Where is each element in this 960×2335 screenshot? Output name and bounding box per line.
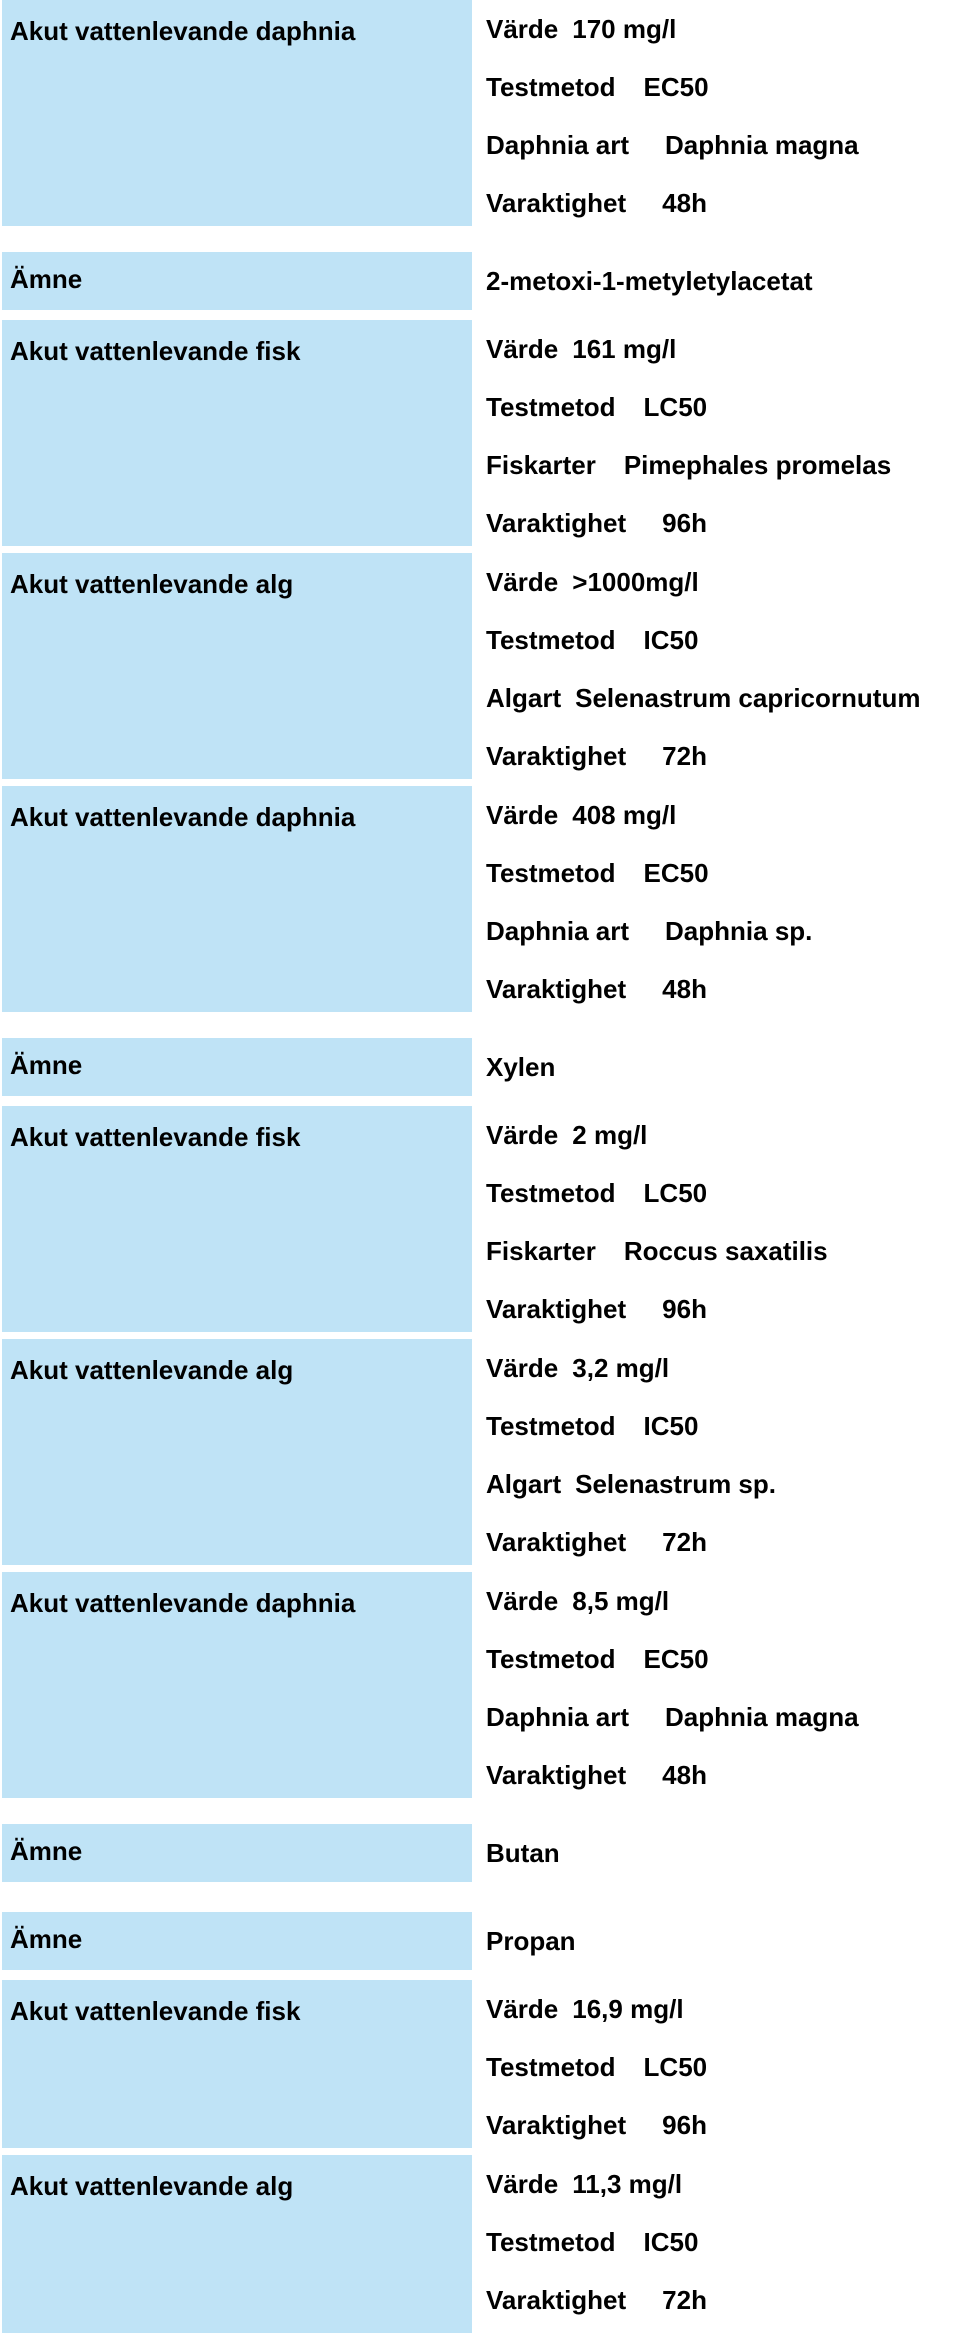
row-label: [2, 0, 472, 226]
amne-value: Butan: [486, 1838, 560, 1868]
val-testmetod: IC50: [643, 1411, 699, 1441]
key-testmetod: Testmetod: [486, 858, 616, 888]
row-amne-4: [2, 1912, 958, 1970]
val-art: Daphnia magna: [665, 130, 859, 160]
key-art: Daphnia art: [486, 1702, 630, 1732]
label-text: Akut vattenlevande daphnia: [10, 1588, 356, 1618]
label-text: Ämne: [10, 1924, 83, 1954]
key-varaktighet: Varaktighet: [486, 188, 627, 218]
val-varaktighet: 72h: [662, 2285, 707, 2315]
row-alg-2: [2, 1339, 958, 1565]
val-varaktighet: 96h: [662, 2110, 707, 2140]
val-varde: 170 mg/l: [572, 14, 677, 44]
key-varde: Värde: [486, 14, 559, 44]
val-varaktighet: 48h: [662, 1760, 707, 1790]
key-testmetod: Testmetod: [486, 2227, 616, 2257]
key-varde: Värde: [486, 567, 559, 597]
key-algart: Algart: [486, 1469, 562, 1499]
label-text: Akut vattenlevande fisk: [10, 1122, 301, 1152]
row-label: [2, 1980, 472, 2148]
val-varaktighet: 96h: [662, 508, 707, 538]
key-testmetod: Testmetod: [486, 1411, 616, 1441]
row-daphnia-2: [2, 786, 958, 1012]
label-text: Ämne: [10, 264, 83, 294]
label-text: Akut vattenlevande alg: [10, 569, 294, 599]
val-testmetod: LC50: [643, 2052, 708, 2082]
key-varde: Värde: [486, 1586, 559, 1616]
row-values: [486, 1980, 958, 2148]
key-varde: Värde: [486, 800, 559, 830]
val-testmetod: IC50: [643, 2227, 699, 2257]
val-varde: 408 mg/l: [572, 800, 677, 830]
label-text: Akut vattenlevande alg: [10, 1355, 294, 1385]
row-values: [486, 2155, 958, 2333]
row-fisk-3: [2, 1980, 958, 2148]
key-art: Daphnia art: [486, 130, 630, 160]
val-varaktighet: 48h: [662, 188, 707, 218]
val-varde: 16,9 mg/l: [572, 1994, 684, 2024]
key-testmetod: Testmetod: [486, 1178, 616, 1208]
label-text: Akut vattenlevande fisk: [10, 336, 301, 366]
key-varaktighet: Varaktighet: [486, 508, 627, 538]
key-testmetod: Testmetod: [486, 392, 616, 422]
row-alg-3: [2, 2155, 958, 2333]
amne-value: Xylen: [486, 1052, 556, 1082]
val-art: Daphnia sp.: [665, 916, 813, 946]
row-values: [486, 1572, 958, 1798]
val-varaktighet: 48h: [662, 974, 707, 1004]
row-daphnia-3: [2, 1572, 958, 1798]
val-testmetod: LC50: [643, 392, 708, 422]
key-testmetod: Testmetod: [486, 2052, 616, 2082]
row-label: [2, 553, 472, 779]
label-text: Akut vattenlevande daphnia: [10, 802, 356, 832]
row-values: [486, 786, 958, 1012]
key-varde: Värde: [486, 1353, 559, 1383]
row-amne-2: [2, 1038, 958, 1096]
key-varaktighet: Varaktighet: [486, 974, 627, 1004]
key-art: Daphnia art: [486, 916, 630, 946]
row-values: [486, 553, 958, 779]
row-fisk-1: [2, 320, 958, 546]
key-testmetod: Testmetod: [486, 72, 616, 102]
row-label: [2, 1912, 472, 1970]
val-varde: 8,5 mg/l: [572, 1586, 670, 1616]
key-fiskarter: Fiskarter: [486, 450, 596, 480]
row-values: [486, 1106, 958, 1332]
label-text: Akut vattenlevande alg: [10, 2171, 294, 2201]
row-label: [2, 252, 472, 310]
label-text: Akut vattenlevande daphnia: [10, 16, 356, 46]
val-varde: 3,2 mg/l: [572, 1353, 670, 1383]
val-varde: 2 mg/l: [572, 1120, 648, 1150]
key-varde: Värde: [486, 334, 559, 364]
val-fiskarter: Roccus saxatilis: [623, 1236, 828, 1266]
label-text: Ämne: [10, 1050, 83, 1080]
row-amne-1: [2, 252, 958, 310]
key-varaktighet: Varaktighet: [486, 1760, 627, 1790]
key-varaktighet: Varaktighet: [486, 1294, 627, 1324]
key-varde: Värde: [486, 1120, 559, 1150]
row-values: [486, 0, 958, 226]
key-varde: Värde: [486, 1994, 559, 2024]
row-fisk-2: [2, 1106, 958, 1332]
key-varaktighet: Varaktighet: [486, 2285, 627, 2315]
val-varde: 161 mg/l: [572, 334, 677, 364]
label-text: Ämne: [10, 1836, 83, 1866]
row-label: [2, 320, 472, 546]
val-varde: >1000mg/l: [572, 567, 699, 597]
key-varaktighet: Varaktighet: [486, 2110, 627, 2140]
val-algart: Selenastrum sp.: [575, 1469, 776, 1499]
val-algart: Selenastrum capricornutum: [575, 683, 921, 713]
val-testmetod: EC50: [643, 858, 709, 888]
val-varaktighet: 72h: [662, 1527, 707, 1557]
row-label: [2, 1824, 472, 1882]
key-testmetod: Testmetod: [486, 625, 616, 655]
val-testmetod: IC50: [643, 625, 699, 655]
val-varde: 11,3 mg/l: [572, 2169, 683, 2199]
row-label: [2, 1572, 472, 1798]
key-varde: Värde: [486, 2169, 559, 2199]
amne-value: Propan: [486, 1926, 576, 1956]
row-alg-1: [2, 553, 958, 779]
key-testmetod: Testmetod: [486, 1644, 616, 1674]
val-fiskarter: Pimephales promelas: [623, 450, 892, 480]
val-testmetod: EC50: [643, 1644, 709, 1674]
val-varaktighet: 72h: [662, 741, 707, 771]
row-label: [2, 2155, 472, 2333]
row-amne-3: [2, 1824, 958, 1882]
val-testmetod: EC50: [643, 72, 709, 102]
row-daphnia-1: [2, 0, 958, 226]
val-art: Daphnia magna: [665, 1702, 859, 1732]
key-varaktighet: Varaktighet: [486, 741, 627, 771]
key-algart: Algart: [486, 683, 562, 713]
row-label: [2, 1038, 472, 1096]
row-label: [2, 1339, 472, 1565]
key-fiskarter: Fiskarter: [486, 1236, 596, 1266]
amne-value: 2-metoxi-1-metyletylacetat: [486, 266, 813, 296]
row-values: [486, 320, 958, 546]
val-testmetod: LC50: [643, 1178, 708, 1208]
val-varaktighet: 96h: [662, 1294, 707, 1324]
row-label: [2, 786, 472, 1012]
label-text: Akut vattenlevande fisk: [10, 1996, 301, 2026]
row-values: [486, 1339, 958, 1565]
key-varaktighet: Varaktighet: [486, 1527, 627, 1557]
row-label: [2, 1106, 472, 1332]
